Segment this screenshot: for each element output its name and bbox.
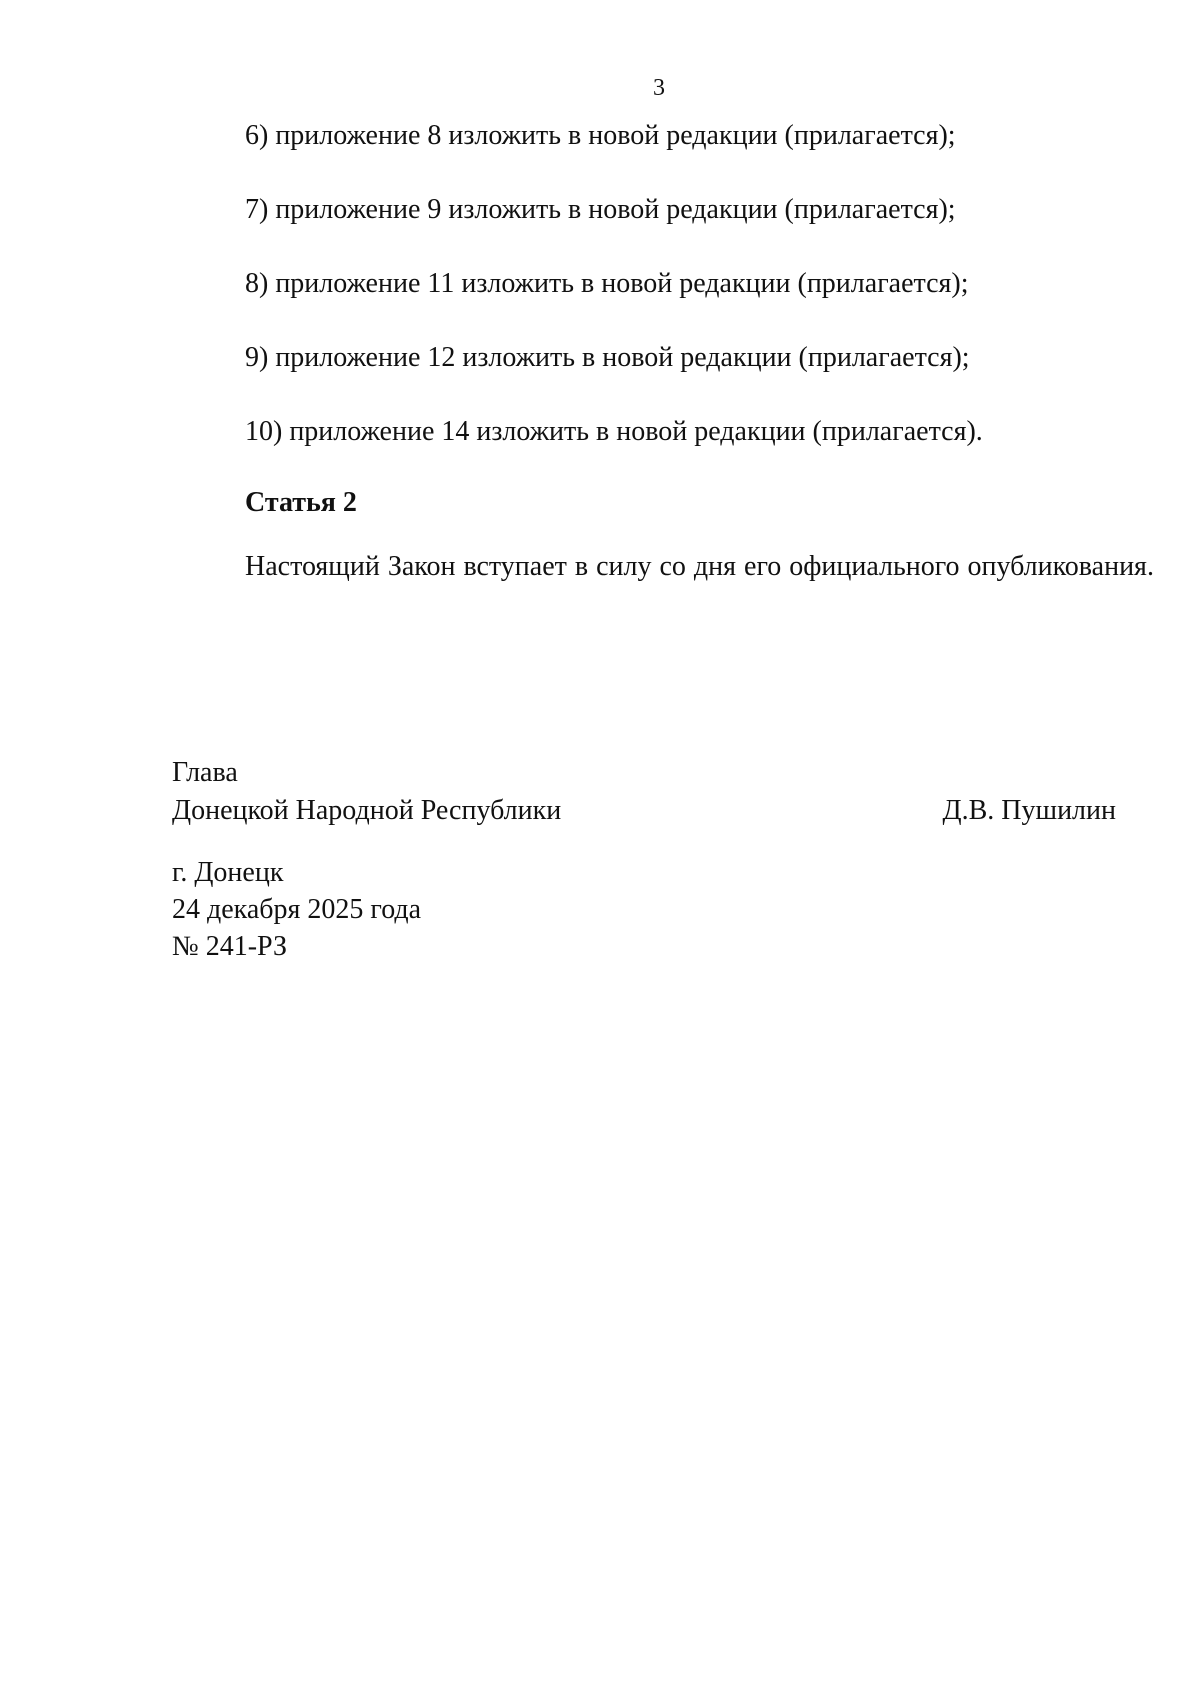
amendment-item: 9) приложение 12 изложить в новой редакции (прилагается); <box>245 342 970 373</box>
law-number: № 241-РЗ <box>172 931 287 962</box>
date: 24 декабря 2025 года <box>172 894 422 925</box>
article-text: Настоящий Закон вступает в силу со дня его официального опубликования. <box>245 551 1154 582</box>
amendment-item: 10) приложение 14 изложить в новой редакции (прилагается). <box>245 416 983 447</box>
signatory-title: Глава <box>172 757 238 788</box>
amendment-item: 8) приложение 11 изложить в новой редакции (прилагается); <box>245 268 969 299</box>
amendment-list <box>245 119 983 489</box>
amendment-item: 6) приложение 8 изложить в новой редакции (прилагается); <box>245 120 956 151</box>
signatory-name: Д.В. Пушилин <box>942 795 1116 826</box>
amendment-item: 7) приложение 9 изложить в новой редакции (прилагается); <box>245 194 956 225</box>
city: г. Донецк <box>172 857 284 888</box>
article-heading: Статья 2 <box>245 487 357 518</box>
signatory-organization: Донецкой Народной Республики <box>172 795 562 826</box>
place-date-block <box>172 854 421 965</box>
page-number: 3 <box>653 75 665 101</box>
